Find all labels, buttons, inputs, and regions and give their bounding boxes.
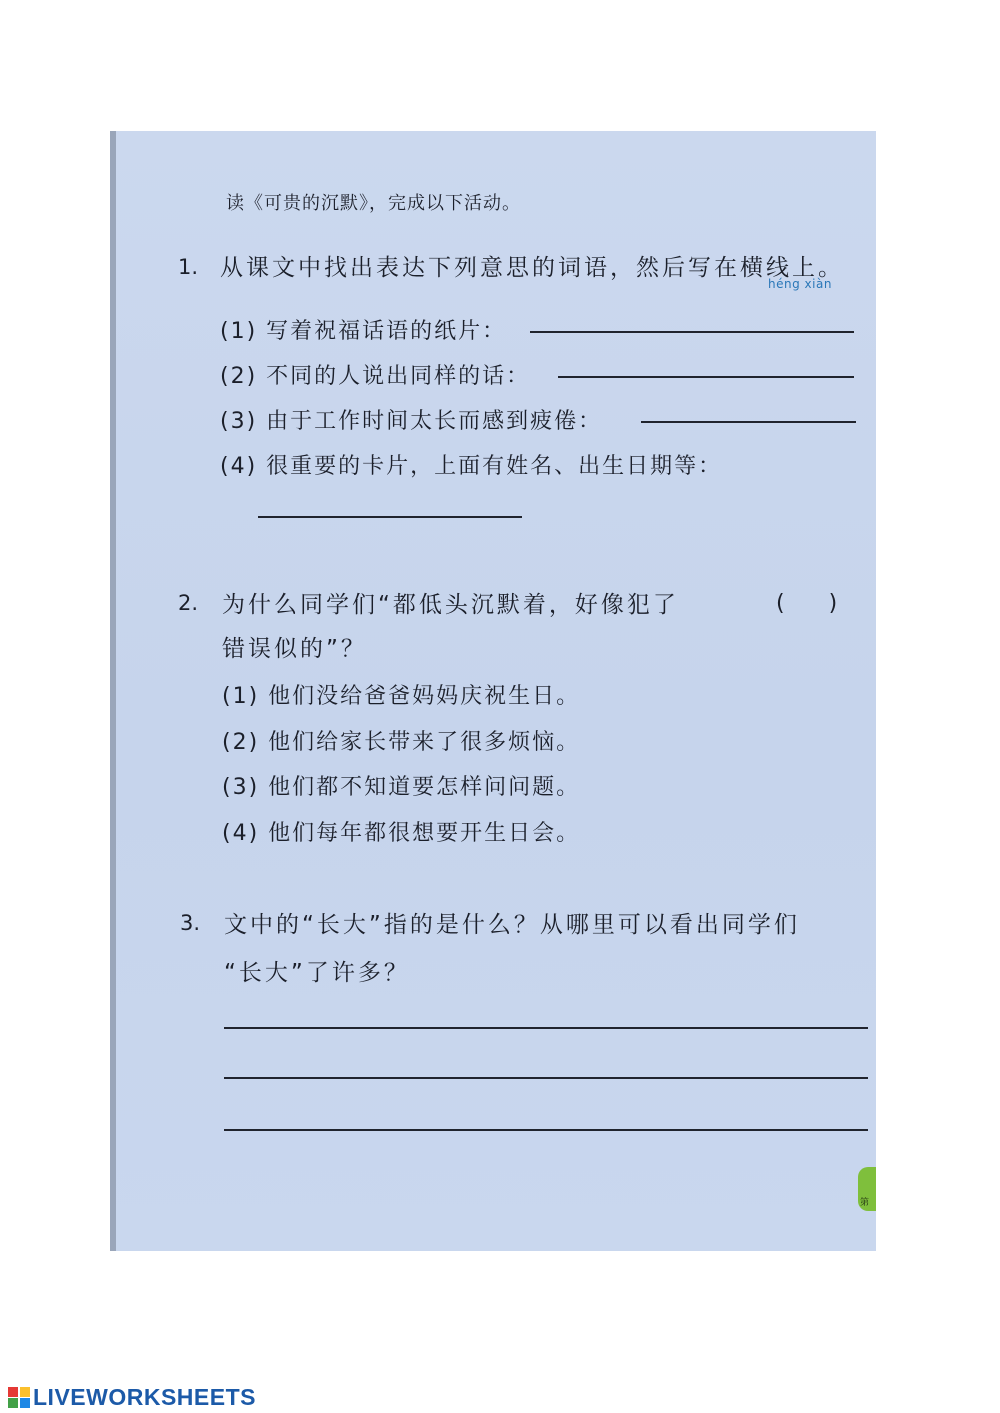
q1-item-4: (4) 很重要的卡片，上面有姓名、出生日期等： bbox=[220, 454, 723, 479]
q1-number: 1. bbox=[178, 255, 199, 279]
q2-option-1: (1) 他们没给爸爸妈妈庆祝生日。 bbox=[222, 684, 581, 709]
page-tab-label: 第 bbox=[860, 1198, 870, 1208]
q2-text-line2: 错误似的”？ bbox=[222, 636, 367, 662]
q2-option-4: (4) 他们每年都很想要开生日会。 bbox=[222, 821, 581, 846]
q2-answer-box[interactable]: ( ) bbox=[776, 591, 838, 616]
q1-answer-line-4[interactable] bbox=[258, 516, 522, 518]
liveworksheets-brand: LIVEWORKSHEETS bbox=[33, 1384, 256, 1410]
page-tab-logo bbox=[858, 1167, 876, 1211]
q1-answer-line-3[interactable] bbox=[641, 421, 856, 423]
q2-option-2: (2) 他们给家长带来了很多烦恼。 bbox=[222, 730, 581, 755]
q3-number: 3. bbox=[180, 911, 201, 935]
q3-answer-line-3[interactable] bbox=[224, 1129, 868, 1131]
q1-item-3: (3) 由于工作时间太长而感到疲倦： bbox=[220, 409, 603, 434]
liveworksheets-logo-icon bbox=[8, 1387, 30, 1409]
q1-pinyin: héng xiàn bbox=[768, 277, 832, 291]
q1-item-2: (2) 不同的人说出同样的话： bbox=[220, 364, 531, 389]
q1-answer-line-1[interactable] bbox=[530, 331, 854, 333]
q1-text: 从课文中找出表达下列意思的词语，然后写在横线上。 bbox=[220, 255, 844, 281]
liveworksheets-footer bbox=[8, 1384, 256, 1411]
q3-answer-line-1[interactable] bbox=[224, 1027, 868, 1029]
q3-text-line1: 文中的“长大”指的是什么？从哪里可以看出同学们 bbox=[224, 912, 800, 938]
q1-item-1: (1) 写着祝福话语的纸片： bbox=[220, 319, 507, 344]
instruction-text: 读《可贵的沉默》，完成以下活动。 bbox=[226, 193, 521, 214]
q2-number: 2. bbox=[178, 591, 199, 615]
q3-answer-line-2[interactable] bbox=[224, 1077, 868, 1079]
q2-option-3: (3) 他们都不知道要怎样问问题。 bbox=[222, 775, 581, 800]
worksheet-page bbox=[110, 131, 876, 1251]
q3-text-line2: “长大”了许多？ bbox=[224, 960, 410, 986]
q2-text-line1: 为什么同学们“都低头沉默着，好像犯了 bbox=[222, 592, 679, 618]
q1-answer-line-2[interactable] bbox=[558, 376, 854, 378]
